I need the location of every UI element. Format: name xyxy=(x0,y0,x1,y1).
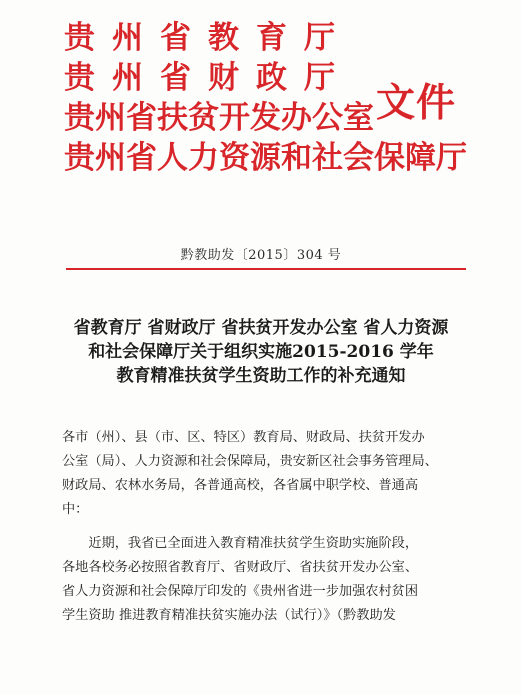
recipients-line-4: 中： xyxy=(62,502,89,517)
issuer-human-resources-department: 贵州省人力资源和社会保障厅 xyxy=(64,140,467,176)
issuer-education-department: 贵州省教育厅 xyxy=(64,20,352,56)
document-label: 文件 xyxy=(376,80,457,126)
document-number: 黔教助发〔2015〕304 号 xyxy=(180,248,342,263)
issuer-poverty-alleviation-office: 贵州省扶贫开发办公室 xyxy=(64,100,374,136)
notice-title xyxy=(40,316,482,388)
issuer-finance-department: 贵州省财政厅 xyxy=(64,60,352,96)
paragraph-line-4: 学生资助 推进教育精准扶贫实施办法（试行）》（黔教助发 xyxy=(62,608,396,623)
paragraph-spacer xyxy=(62,522,464,532)
paragraph-line-1: 近期，我省已全面进入教育精准扶贫学生资助实施阶段， xyxy=(62,536,419,551)
paragraph-line-3: 省人力资源和社会保障厅印发的《贵州省进一步加强农村贫困 xyxy=(62,584,419,599)
title-line-1: 省教育厅 省财政厅 省扶贫开发办公室 省人力资源 xyxy=(73,318,449,338)
title-line-2: 和社会保障厅关于组织实施2015-2016 学年 xyxy=(88,342,434,362)
title-line-3: 教育精准扶贫学生资助工作的补充通知 xyxy=(116,366,406,386)
recipients-line-3: 财政局、农林水务局，各普通高校，各省属中职学校、普通高 xyxy=(62,478,419,493)
notice-body xyxy=(62,426,464,628)
recipients-line-1: 各市（州）、县（市、区、特区）教育局、财政局、扶贫开发办 xyxy=(62,430,425,445)
red-divider-line xyxy=(66,268,466,270)
recipients-line-2: 公室（局）、人力资源和社会保障局，贵安新区社会事务管理局、 xyxy=(62,454,438,469)
paragraph-line-2: 各地各校务必按照省教育厅、省财政厅、省扶贫开发办公室、 xyxy=(62,560,419,575)
